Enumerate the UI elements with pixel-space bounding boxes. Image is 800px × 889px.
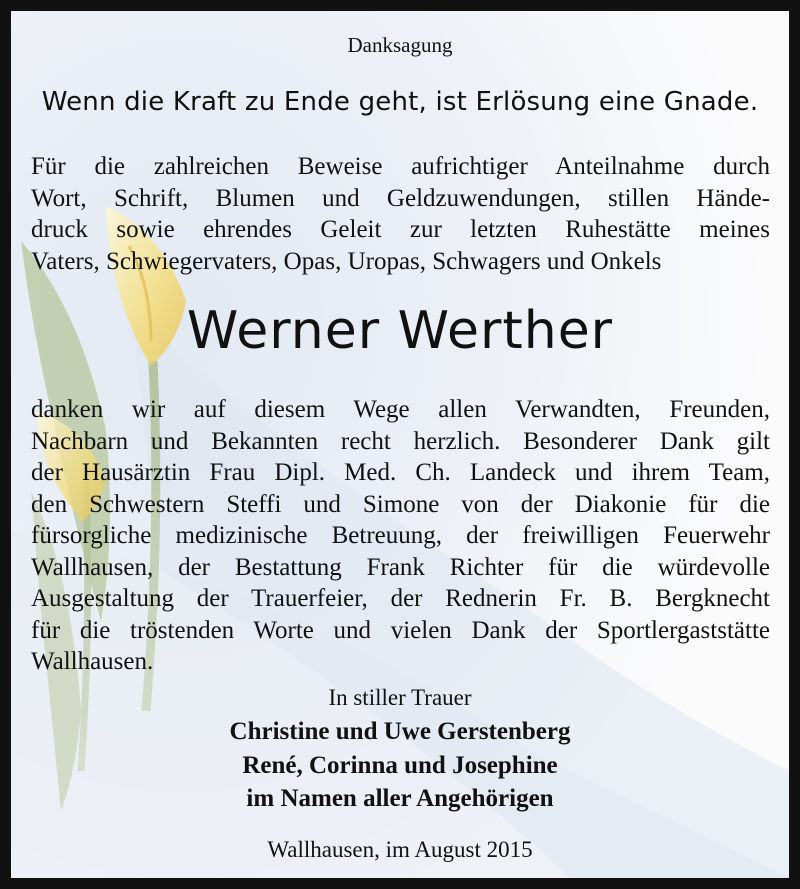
thanks-line: danken wir auf diesem Wege allen Verwandten, Freunden,	[31, 396, 770, 423]
signoff: In stiller Trauer	[328, 685, 472, 710]
intro-line: Vaters, Schwiegervaters, Opas, Uropas, Schwagers und Onkels	[31, 247, 662, 275]
deceased-name: Werner Werther	[186, 301, 614, 361]
thanks-line: fürsorgliche medizinische Betreuung, der freiwilligen Feuerwehr	[31, 522, 770, 549]
thanks-line: der Hausärztin Frau Dipl. Med. Ch. Landeck und ihrem Team,	[31, 459, 770, 486]
thanks-line: Nachbarn und Bekannten recht herzlich. Besonderer Dank gilt	[31, 427, 770, 455]
intro-line: Für die zahlreichen Beweise aufrichtiger Anteilnahme durch	[31, 153, 770, 180]
thanks-paragraph	[31, 394, 770, 678]
thanks-line: den Schwestern Steffi und Simone von der Diakonie für die	[31, 490, 770, 518]
family-line: im Namen aller Angehörigen	[246, 785, 554, 812]
intro-line: druck sowie ehrendes Geleit zur letzten Ruhestätte meines	[31, 216, 770, 243]
notice-heading: Danksagung	[347, 33, 453, 57]
family-line: Christine und Uwe Gerstenberg	[229, 718, 571, 745]
intro-line: Wort, Schrift, Blumen und Geldzuwendungen, stillen Hände-	[31, 184, 770, 212]
thanks-line: Ausgestaltung der Trauerfeier, der Rednerin Fr. B. Bergknecht	[31, 585, 770, 612]
motto-quote: Wenn die Kraft zu Ende geht, ist Erlösung eine Gnade.	[41, 87, 759, 117]
thanks-line: für die tröstenden Worte und vielen Dank der Sportlergaststätte	[31, 616, 770, 644]
family-line: René, Corinna und Josephine	[242, 752, 558, 779]
place-date: Wallhausen, im August 2015	[267, 837, 533, 862]
intro-paragraph	[31, 151, 770, 277]
notice-content	[11, 11, 789, 878]
thanks-line: Wallhausen.	[31, 648, 154, 675]
thanks-line: Wallhausen, der Bestattung Frank Richter für die würdevolle	[31, 553, 770, 581]
